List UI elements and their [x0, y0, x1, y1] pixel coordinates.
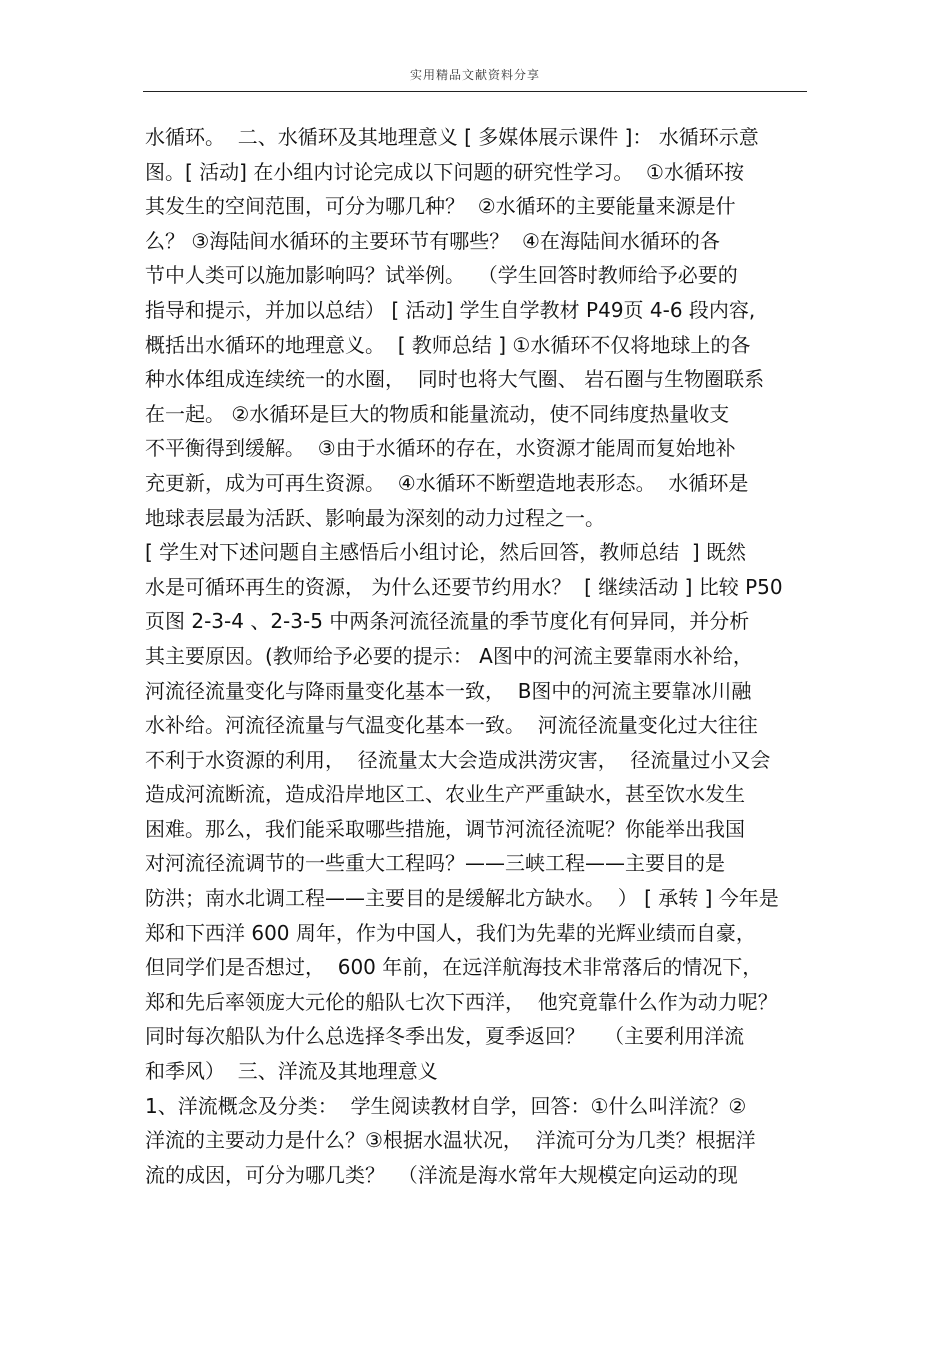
text-line: 地球表层最为活跃、影响最为深刻的动力过程之一。 [145, 505, 605, 530]
text-line: [ 学生对下述问题自主感悟后小组讨论，然后回答，教师总结 ] 既然 [145, 540, 747, 565]
text-line: 和季风） 三、洋流及其地理意义 [145, 1059, 438, 1084]
text-line: 充更新，成为可再生资源。 ④水循环不断塑造地表形态。 水循环是 [145, 470, 749, 495]
text-line: 郑和先后率领庞大元伦的船队七次下西洋， 他究竟靠什么作为动力呢？ [145, 989, 778, 1014]
text-line: 水补给。河流径流量与气温变化基本一致。 河流径流量变化过大往往 [145, 713, 758, 738]
text-line: 河流径流量变化与降雨量变化基本一致， B图中的河流主要靠冰川融 [145, 678, 752, 703]
text-line: 水循环。 二、水循环及其地理意义 [ 多媒体展示课件 ]： 水循环示意 [145, 125, 759, 149]
header-divider [143, 91, 807, 92]
text-line: 不利于水资源的利用， 径流量太大会造成洪涝灾害， 径流量过小又会 [145, 747, 771, 772]
body-text [145, 120, 815, 1192]
text-line: 防洪；南水北调工程——主要目的是缓解北方缺水。 ） [ 承转 ] 今年是 [145, 886, 779, 911]
text-line: 但同学们是否想过， 600 年前，在远洋航海技术非常落后的情况下， [145, 955, 763, 980]
text-line: 不平衡得到缓解。 ③由于水循环的存在，水资源才能周而复始地补 [145, 436, 736, 461]
text-line: 节中人类可以施加影响吗？试举例。 （学生回答时教师给予必要的 [145, 263, 738, 288]
text-line: 页图 2-3-4 、2-3-5 中两条河流径流量的季节度化有何异同，并分析 [145, 609, 750, 634]
text-line: 对河流径流调节的一些重大工程吗？——三峡工程——主要目的是 [145, 851, 725, 876]
text-line: 同时每次船队为什么总选择冬季出发，夏季返回？ （主要利用洋流 [145, 1024, 745, 1049]
text-line: 其主要原因。(教师给予必要的提示： A图中的河流主要靠雨水补给， [145, 643, 753, 668]
text-line: 水是可循环再生的资源， 为什么还要节约用水？ [ 继续活动 ] 比较 P50 [145, 574, 783, 599]
text-line: 么？ ③海陆间水循环的主要环节有哪些？ ④在海陆间水循环的各 [145, 228, 720, 253]
text-line: 概括出水循环的地理意义。 [ 教师总结 ] ①水循环不仅将地球上的各 [145, 332, 751, 357]
text-line: 1、洋流概念及分类： 学生阅读教材自学，回答：①什么叫洋流？② [145, 1093, 747, 1118]
text-line: 困难。那么，我们能采取哪些措施，调节河流径流呢？你能举出我国 [145, 816, 745, 841]
text-line: 郑和下西洋 600 周年，作为中国人，我们为先辈的光辉业绩而自豪， [145, 920, 756, 945]
text-line: 造成河流断流，造成沿岸地区工、农业生产严重缺水，甚至饮水发生 [145, 782, 745, 807]
text-line: 在一起。 ②水循环是巨大的物质和能量流动，使不同纬度热量收支 [145, 401, 730, 426]
text-line: 洋流的主要动力是什么？③根据水温状况， 洋流可分为几类？根据洋 [145, 1128, 756, 1153]
text-line: 流的成因，可分为哪几类？ （洋流是海水常年大规模定向运动的现 [145, 1162, 738, 1187]
text-line: 图。[ 活动] 在小组内讨论完成以下问题的研究性学习。 ①水循环按 [145, 159, 744, 184]
running-header: 实用精品文献资料分享 [409, 68, 540, 82]
text-line: 指导和提示，并加以总结） [ 活动] 学生自学教材 P49页 4-6 段内容, [145, 297, 756, 322]
text-line: 其发生的空间范围，可分为哪几种？ ②水循环的主要能量来源是什 [145, 194, 736, 219]
text-line: 种水体组成连续统一的水圈， 同时也将大气圈、 岩石圈与生物圈联系 [145, 367, 765, 392]
